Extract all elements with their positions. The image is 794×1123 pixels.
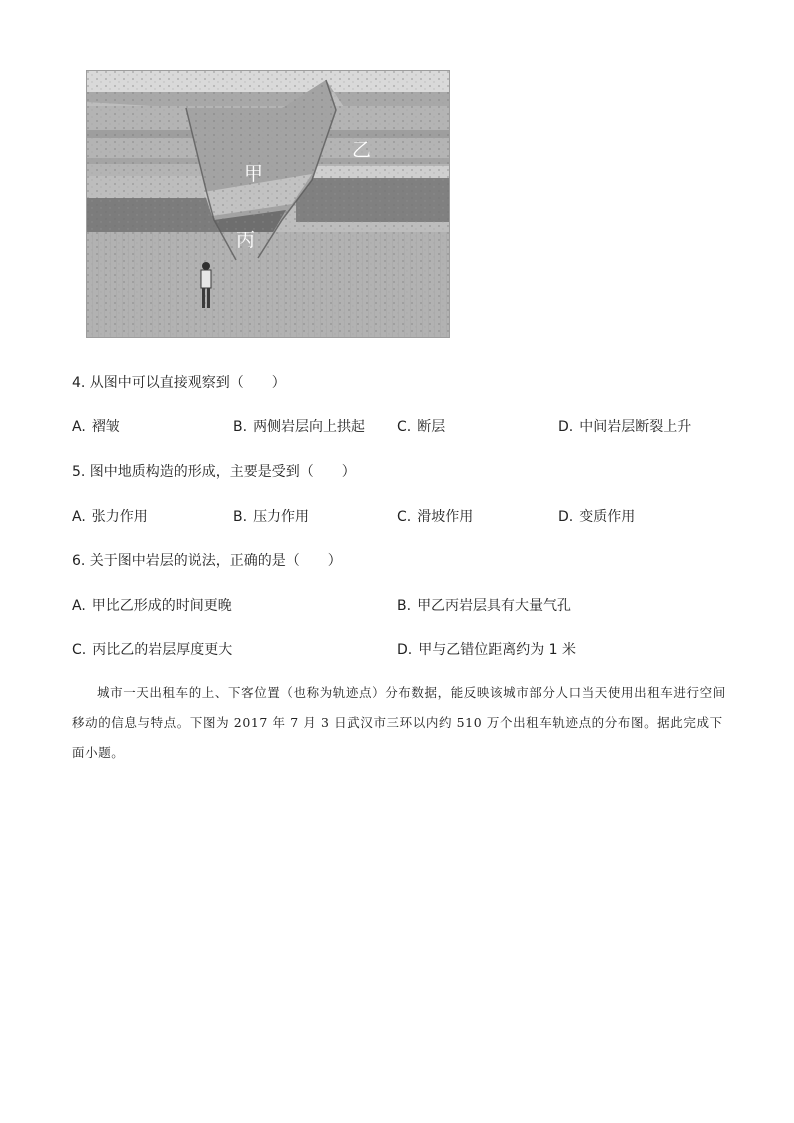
option-text: 甲比乙形成的时间更晚	[91, 598, 232, 614]
option-key: C.	[397, 509, 412, 525]
option-key: B.	[233, 509, 248, 525]
question-6-stem: 6. 关于图中岩层的说法，正确的是（ ）	[72, 553, 342, 569]
fault-outcrop-image	[86, 70, 450, 338]
option-text: 甲与乙错位距离约为 1 米	[418, 642, 577, 658]
question-5-option-d[interactable]	[558, 506, 635, 526]
option-text: 丙比乙的岩层厚度更大	[92, 642, 233, 658]
option-key: D.	[558, 509, 574, 525]
question-4-option-b[interactable]	[233, 416, 365, 436]
option-key: D.	[558, 419, 574, 435]
question-4-option-d[interactable]	[558, 416, 691, 436]
option-key: A.	[72, 509, 86, 525]
option-text: 滑坡作用	[417, 509, 474, 525]
question-4-option-a[interactable]	[72, 416, 120, 436]
question-5-option-c[interactable]	[397, 506, 473, 526]
question-6-option-c[interactable]	[72, 639, 232, 659]
question-5-option-a[interactable]	[72, 506, 148, 526]
option-text: 甲乙丙岩层具有大量气孔	[417, 598, 572, 614]
option-text: 张力作用	[91, 509, 148, 525]
question-4-stem: 4. 从图中可以直接观察到（ ）	[72, 375, 286, 391]
option-key: A.	[72, 598, 86, 614]
option-text: 断层	[417, 419, 446, 435]
question-5-stem: 5. 图中地质构造的形成，主要是受到（ ）	[72, 464, 356, 480]
option-text: 褶皱	[91, 419, 120, 435]
label-yi: 乙	[352, 139, 372, 161]
question-6-option-d[interactable]	[397, 639, 576, 659]
option-text: 中间岩层断裂上升	[579, 419, 692, 435]
option-text: 两侧岩层向上拱起	[253, 419, 366, 435]
question-6-option-b[interactable]	[397, 595, 571, 615]
label-jia: 甲	[244, 163, 264, 185]
option-key: C.	[72, 642, 87, 658]
option-key: B.	[233, 419, 248, 435]
option-text: 压力作用	[253, 509, 310, 525]
option-text: 变质作用	[579, 509, 636, 525]
passage-text: 城市一天出租车的上、下客位置（也称为轨迹点）分布数据，能反映该城市部分人口当天使用出租车进行空间移动的信息与特点。下图为 2017 年 7 月 3 日武汉市三环以内约 510 万个出租车轨迹点的分布图。据此完成下面小题。	[72, 685, 726, 760]
option-key: A.	[72, 419, 86, 435]
option-key: C.	[397, 419, 412, 435]
question-6-option-a[interactable]	[72, 595, 232, 615]
option-key: B.	[397, 598, 412, 614]
question-5-option-b[interactable]	[233, 506, 309, 526]
geology-photo	[86, 70, 450, 338]
label-bing: 丙	[236, 229, 256, 251]
option-key: D.	[397, 642, 413, 658]
question-4-option-c[interactable]	[397, 416, 445, 436]
